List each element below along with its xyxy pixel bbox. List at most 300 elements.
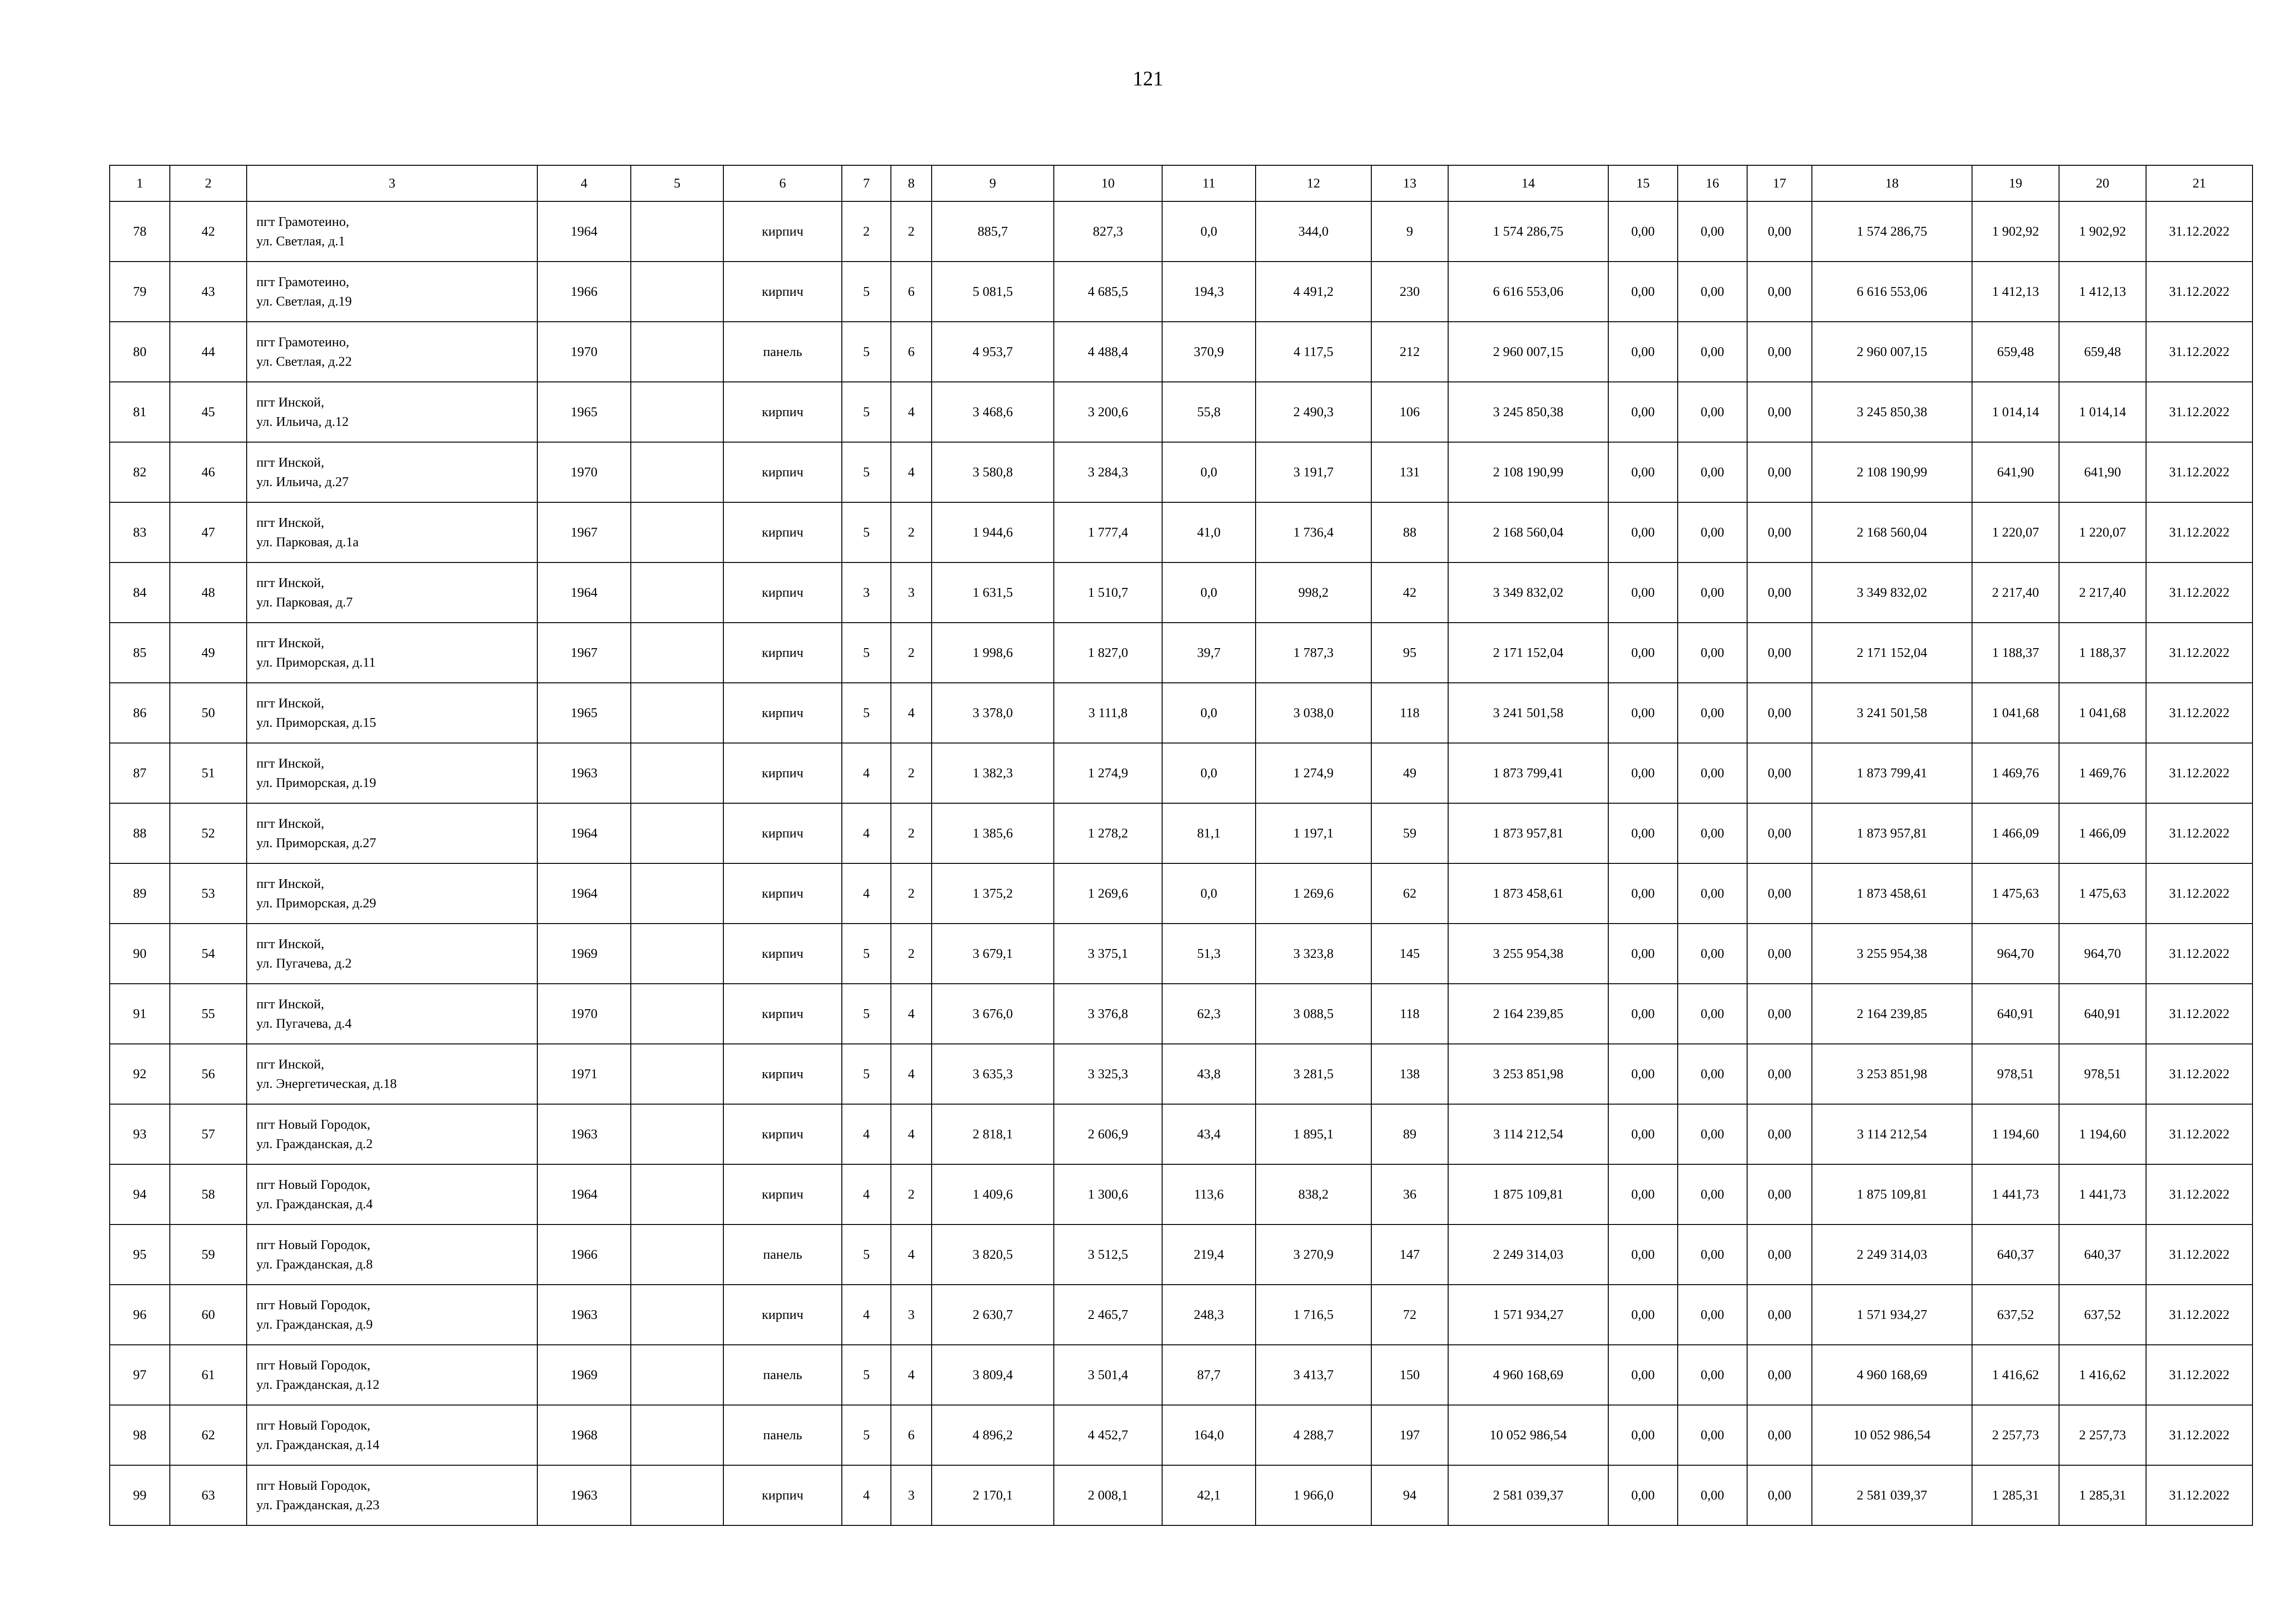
address-cell <box>247 1345 537 1405</box>
table-cell: 5 <box>842 623 891 683</box>
table-cell: 0,00 <box>1747 924 1812 984</box>
table-cell: 1 574 286,75 <box>1448 201 1608 262</box>
table-cell: 2 <box>891 201 932 262</box>
table-cell: 31.12.2022 <box>2146 803 2252 863</box>
table-cell: 61 <box>170 1345 247 1405</box>
table-cell: 0,00 <box>1608 262 1678 322</box>
table-cell: 6 <box>891 1405 932 1465</box>
table-cell: 1964 <box>537 562 631 623</box>
table-cell: 0,00 <box>1678 924 1747 984</box>
address-line: ул. Гражданская, д.14 <box>256 1437 380 1452</box>
address-line: пгт Грамотеино, <box>256 335 349 350</box>
table-cell: 1 827,0 <box>1054 623 1162 683</box>
table-cell: 1 269,6 <box>1256 863 1371 924</box>
table-cell: 78 <box>110 201 170 262</box>
table-cell: 0,00 <box>1747 382 1812 442</box>
column-header: 5 <box>631 165 723 201</box>
table-cell: 145 <box>1371 924 1448 984</box>
table-cell: 2 <box>891 502 932 562</box>
table-cell: 1 220,07 <box>2059 502 2146 562</box>
table-cell: 1 574 286,75 <box>1812 201 1972 262</box>
table-cell: 370,9 <box>1162 322 1256 382</box>
table-row <box>110 1044 2252 1104</box>
table-cell: 31.12.2022 <box>2146 442 2252 502</box>
table-cell: 0,00 <box>1747 1465 1812 1525</box>
table-cell: 0,00 <box>1678 1224 1747 1285</box>
column-header: 9 <box>932 165 1054 201</box>
table-cell: 3 349 832,02 <box>1812 562 1972 623</box>
table-cell: 1 441,73 <box>2059 1164 2146 1224</box>
table-cell: 964,70 <box>1972 924 2059 984</box>
table-cell: кирпич <box>723 743 842 803</box>
table-cell <box>631 623 723 683</box>
table-cell: 31.12.2022 <box>2146 1044 2252 1104</box>
column-header: 21 <box>2146 165 2252 201</box>
table-cell: 55 <box>170 984 247 1044</box>
table-cell: 1 469,76 <box>2059 743 2146 803</box>
table-cell: 0,00 <box>1608 1044 1678 1104</box>
table-cell: 1 873 957,81 <box>1448 803 1608 863</box>
column-header: 3 <box>247 165 537 201</box>
table-cell: 4 <box>891 382 932 442</box>
table-cell: 4 960 168,69 <box>1448 1345 1608 1405</box>
table-cell: 5 <box>842 1044 891 1104</box>
table-cell <box>631 201 723 262</box>
table-cell: 2 108 190,99 <box>1448 442 1608 502</box>
table-cell: 1 375,2 <box>932 863 1054 924</box>
table-cell: 0,00 <box>1608 623 1678 683</box>
table-cell: 3 468,6 <box>932 382 1054 442</box>
table-cell: 4 953,7 <box>932 322 1054 382</box>
table-cell: 1 902,92 <box>2059 201 2146 262</box>
table-cell: 2 164 239,85 <box>1448 984 1608 1044</box>
table-cell <box>631 924 723 984</box>
table-cell: 31.12.2022 <box>2146 382 2252 442</box>
table-row <box>110 683 2252 743</box>
table-cell: 0,00 <box>1678 322 1747 382</box>
table-cell: 3 413,7 <box>1256 1345 1371 1405</box>
address-cell <box>247 322 537 382</box>
table-cell: 0,00 <box>1747 502 1812 562</box>
table-cell: кирпич <box>723 924 842 984</box>
table-cell: 3 820,5 <box>932 1224 1054 1285</box>
table-cell: 3 255 954,38 <box>1812 924 1972 984</box>
table-cell: 0,00 <box>1608 984 1678 1044</box>
table-cell: 1 475,63 <box>1972 863 2059 924</box>
table-cell <box>631 562 723 623</box>
table-cell: 2 <box>891 1164 932 1224</box>
table-cell: 0,00 <box>1608 322 1678 382</box>
data-table-container <box>109 165 2253 1526</box>
table-row <box>110 803 2252 863</box>
table-row <box>110 262 2252 322</box>
table-cell: 5 <box>842 1224 891 1285</box>
address-line: ул. Гражданская, д.23 <box>256 1498 380 1512</box>
column-header: 12 <box>1256 165 1371 201</box>
column-header: 7 <box>842 165 891 201</box>
table-cell: кирпич <box>723 1104 842 1164</box>
table-cell: 93 <box>110 1104 170 1164</box>
table-cell: 230 <box>1371 262 1448 322</box>
table-cell: 0,00 <box>1608 1285 1678 1345</box>
table-cell: 1 278,2 <box>1054 803 1162 863</box>
table-cell: 0,0 <box>1162 863 1256 924</box>
table-cell: 0,00 <box>1747 322 1812 382</box>
address-line: ул. Гражданская, д.8 <box>256 1257 373 1272</box>
table-cell: 89 <box>1371 1104 1448 1164</box>
table-cell: 0,00 <box>1608 1104 1678 1164</box>
table-cell: 51 <box>170 743 247 803</box>
table-cell: 3 376,8 <box>1054 984 1162 1044</box>
table-cell: 212 <box>1371 322 1448 382</box>
table-cell: 2 257,73 <box>1972 1405 2059 1465</box>
table-cell: 2 164 239,85 <box>1812 984 1972 1044</box>
table-cell: 5 <box>842 1345 891 1405</box>
table-cell: 2 168 560,04 <box>1448 502 1608 562</box>
table-cell: 31.12.2022 <box>2146 623 2252 683</box>
address-line: ул. Энергетическая, д.18 <box>256 1076 397 1091</box>
table-cell: 344,0 <box>1256 201 1371 262</box>
table-cell: 3 114 212,54 <box>1448 1104 1608 1164</box>
column-header: 13 <box>1371 165 1448 201</box>
address-cell <box>247 863 537 924</box>
table-cell <box>631 1104 723 1164</box>
table-cell: 1 412,13 <box>2059 262 2146 322</box>
address-cell <box>247 262 537 322</box>
table-cell: 1 188,37 <box>2059 623 2146 683</box>
table-cell: 4 <box>842 1285 891 1345</box>
table-cell: 1 412,13 <box>1972 262 2059 322</box>
table-cell: 1 787,3 <box>1256 623 1371 683</box>
table-cell: 2 217,40 <box>1972 562 2059 623</box>
table-row <box>110 743 2252 803</box>
table-cell: 3 245 850,38 <box>1812 382 1972 442</box>
table-cell: 5 <box>842 984 891 1044</box>
table-cell: 4 <box>891 984 932 1044</box>
table-cell: 0,00 <box>1747 201 1812 262</box>
table-cell: 998,2 <box>1256 562 1371 623</box>
table-cell: 0,0 <box>1162 201 1256 262</box>
table-cell: 0,00 <box>1747 623 1812 683</box>
table-cell: 0,00 <box>1608 863 1678 924</box>
table-cell: 0,00 <box>1608 1405 1678 1465</box>
address-cell <box>247 201 537 262</box>
table-cell: 1 571 934,27 <box>1812 1285 1972 1345</box>
table-cell: 88 <box>110 803 170 863</box>
address-cell <box>247 562 537 623</box>
table-cell: 0,00 <box>1608 743 1678 803</box>
table-cell: 1 274,9 <box>1256 743 1371 803</box>
table-cell: 2 <box>891 623 932 683</box>
address-cell <box>247 442 537 502</box>
table-cell: 31.12.2022 <box>2146 1224 2252 1285</box>
table-cell: 138 <box>1371 1044 1448 1104</box>
table-cell: 3 <box>891 562 932 623</box>
table-row <box>110 562 2252 623</box>
table-cell: 2 <box>891 743 932 803</box>
address-cell <box>247 1224 537 1285</box>
table-cell: 3 679,1 <box>932 924 1054 984</box>
table-cell: 1 873 458,61 <box>1812 863 1972 924</box>
table-cell: 0,00 <box>1678 863 1747 924</box>
table-cell: 3 253 851,98 <box>1812 1044 1972 1104</box>
column-header: 14 <box>1448 165 1608 201</box>
table-cell: 1970 <box>537 984 631 1044</box>
table-cell: 2 818,1 <box>932 1104 1054 1164</box>
table-cell: 1964 <box>537 201 631 262</box>
table-row <box>110 1285 2252 1345</box>
table-cell: 0,00 <box>1678 201 1747 262</box>
address-line: пгт Инской, <box>256 937 324 951</box>
address-cell <box>247 803 537 863</box>
table-row <box>110 1465 2252 1525</box>
table-cell: 3 580,8 <box>932 442 1054 502</box>
table-cell: 1 194,60 <box>2059 1104 2146 1164</box>
address-line: ул. Гражданская, д.12 <box>256 1377 380 1392</box>
table-cell: 5 <box>842 442 891 502</box>
table-cell: 94 <box>110 1164 170 1224</box>
table-cell: 87,7 <box>1162 1345 1256 1405</box>
table-cell: 4 <box>891 1224 932 1285</box>
table-cell: 2 <box>842 201 891 262</box>
table-cell: 1 385,6 <box>932 803 1054 863</box>
table-cell: 3 501,4 <box>1054 1345 1162 1405</box>
table-cell: 43 <box>170 262 247 322</box>
table-header-row <box>110 165 2252 201</box>
table-cell: кирпич <box>723 1164 842 1224</box>
table-cell: 2 960 007,15 <box>1812 322 1972 382</box>
table-row <box>110 201 2252 262</box>
table-cell: 9 <box>1371 201 1448 262</box>
table-cell: 1963 <box>537 1285 631 1345</box>
table-cell: 5 081,5 <box>932 262 1054 322</box>
table-cell: 95 <box>1371 623 1448 683</box>
table-cell: 36 <box>1371 1164 1448 1224</box>
table-cell: 0,00 <box>1608 382 1678 442</box>
table-cell <box>631 1465 723 1525</box>
table-cell: 0,00 <box>1747 1285 1812 1345</box>
table-cell: 0,00 <box>1747 442 1812 502</box>
table-cell: 0,00 <box>1747 1224 1812 1285</box>
address-line: ул. Ильича, д.12 <box>256 414 349 429</box>
table-cell: 10 052 986,54 <box>1448 1405 1608 1465</box>
table-cell: 4 896,2 <box>932 1405 1054 1465</box>
table-row <box>110 1345 2252 1405</box>
table-cell: 3 088,5 <box>1256 984 1371 1044</box>
table-cell: кирпич <box>723 1044 842 1104</box>
table-cell: 3 <box>842 562 891 623</box>
table-cell: 1966 <box>537 262 631 322</box>
table-cell: 2 606,9 <box>1054 1104 1162 1164</box>
table-cell: 4 <box>842 863 891 924</box>
table-cell: 4 <box>842 743 891 803</box>
table-cell: 1 873 799,41 <box>1812 743 1972 803</box>
table-cell: 1 416,62 <box>2059 1345 2146 1405</box>
table-cell: 3 323,8 <box>1256 924 1371 984</box>
table-cell: 118 <box>1371 683 1448 743</box>
table-cell: 1 736,4 <box>1256 502 1371 562</box>
address-line: ул. Гражданская, д.4 <box>256 1197 373 1212</box>
table-cell: 0,00 <box>1678 382 1747 442</box>
table-cell: 197 <box>1371 1405 1448 1465</box>
table-cell: 4 288,7 <box>1256 1405 1371 1465</box>
table-row <box>110 382 2252 442</box>
table-cell <box>631 803 723 863</box>
table-cell: 1967 <box>537 502 631 562</box>
table-cell: 3 635,3 <box>932 1044 1054 1104</box>
table-cell: 62 <box>170 1405 247 1465</box>
table-cell: 3 241 501,58 <box>1448 683 1608 743</box>
table-cell: 56 <box>170 1044 247 1104</box>
table-cell: 6 <box>891 322 932 382</box>
table-cell: 1964 <box>537 1164 631 1224</box>
table-cell: 0,00 <box>1608 1224 1678 1285</box>
table-cell: 3 114 212,54 <box>1812 1104 1972 1164</box>
table-row <box>110 1224 2252 1285</box>
column-header: 16 <box>1678 165 1747 201</box>
column-header: 1 <box>110 165 170 201</box>
table-cell <box>631 382 723 442</box>
table-cell: 91 <box>110 984 170 1044</box>
address-line: пгт Инской, <box>256 636 324 650</box>
table-cell: панель <box>723 1345 842 1405</box>
address-cell <box>247 1285 537 1345</box>
table-cell: 4 <box>891 683 932 743</box>
table-cell <box>631 1405 723 1465</box>
table-cell: 80 <box>110 322 170 382</box>
table-cell: 31.12.2022 <box>2146 322 2252 382</box>
table-cell: 0,00 <box>1608 1465 1678 1525</box>
table-row <box>110 1104 2252 1164</box>
column-header: 15 <box>1608 165 1678 201</box>
table-cell: 0,00 <box>1747 562 1812 623</box>
column-header: 18 <box>1812 165 1972 201</box>
address-line: ул. Пугачева, д.4 <box>256 1016 352 1031</box>
column-header: 4 <box>537 165 631 201</box>
table-cell: 1 875 109,81 <box>1448 1164 1608 1224</box>
table-cell: 1 902,92 <box>1972 201 2059 262</box>
table-row <box>110 623 2252 683</box>
table-cell: 41,0 <box>1162 502 1256 562</box>
table-cell: 55,8 <box>1162 382 1256 442</box>
table-cell: 3 038,0 <box>1256 683 1371 743</box>
table-cell: 2 <box>891 863 932 924</box>
table-cell: 1 475,63 <box>2059 863 2146 924</box>
table-cell: 113,6 <box>1162 1164 1256 1224</box>
table-cell: 1 194,60 <box>1972 1104 2059 1164</box>
table-cell: 87 <box>110 743 170 803</box>
table-cell: 59 <box>1371 803 1448 863</box>
table-cell: 31.12.2022 <box>2146 201 2252 262</box>
table-cell: 0,00 <box>1678 1044 1747 1104</box>
table-cell: 248,3 <box>1162 1285 1256 1345</box>
table-cell: 86 <box>110 683 170 743</box>
table-cell: 1 944,6 <box>932 502 1054 562</box>
table-cell: 31.12.2022 <box>2146 924 2252 984</box>
table-cell: 1 274,9 <box>1054 743 1162 803</box>
table-cell: 1 220,07 <box>1972 502 2059 562</box>
table-row <box>110 442 2252 502</box>
table-cell: 0,00 <box>1678 743 1747 803</box>
table-cell: 99 <box>110 1465 170 1525</box>
table-row <box>110 502 2252 562</box>
table-cell: 96 <box>110 1285 170 1345</box>
table-cell <box>631 984 723 1044</box>
table-cell: 31.12.2022 <box>2146 984 2252 1044</box>
table-cell <box>631 442 723 502</box>
table-cell: 659,48 <box>2059 322 2146 382</box>
table-cell: 0,00 <box>1608 562 1678 623</box>
table-cell: 1968 <box>537 1405 631 1465</box>
table-cell: 0,00 <box>1747 1405 1812 1465</box>
table-cell: 88 <box>1371 502 1448 562</box>
table-cell: 81 <box>110 382 170 442</box>
table-cell: 0,00 <box>1608 442 1678 502</box>
table-cell: 147 <box>1371 1224 1448 1285</box>
table-cell: 164,0 <box>1162 1405 1256 1465</box>
table-cell: 0,0 <box>1162 743 1256 803</box>
table-cell <box>631 1345 723 1405</box>
table-cell: 659,48 <box>1972 322 2059 382</box>
table-cell: 5 <box>842 382 891 442</box>
address-line: пгт Новый Городок, <box>256 1177 371 1192</box>
table-cell: 98 <box>110 1405 170 1465</box>
table-cell: 3 191,7 <box>1256 442 1371 502</box>
table-cell: 1969 <box>537 924 631 984</box>
table-cell: 5 <box>842 502 891 562</box>
table-cell: 4 <box>891 1104 932 1164</box>
table-cell: 0,00 <box>1678 442 1747 502</box>
table-cell: 640,37 <box>1972 1224 2059 1285</box>
table-cell: 1 510,7 <box>1054 562 1162 623</box>
table-cell: 0,00 <box>1678 803 1747 863</box>
table-cell: 1 197,1 <box>1256 803 1371 863</box>
table-cell: 194,3 <box>1162 262 1256 322</box>
table-cell: 1964 <box>537 803 631 863</box>
table-cell: 31.12.2022 <box>2146 683 2252 743</box>
table-cell: 1 285,31 <box>2059 1465 2146 1525</box>
column-header: 17 <box>1747 165 1812 201</box>
column-header: 20 <box>2059 165 2146 201</box>
table-cell: 89 <box>110 863 170 924</box>
table-cell: 72 <box>1371 1285 1448 1345</box>
table-row <box>110 863 2252 924</box>
table-cell: 1963 <box>537 743 631 803</box>
table-cell: кирпич <box>723 262 842 322</box>
table-cell: 2 170,1 <box>932 1465 1054 1525</box>
table-cell: 3 375,1 <box>1054 924 1162 984</box>
data-table <box>109 165 2253 1526</box>
table-cell: 1 441,73 <box>1972 1164 2059 1224</box>
table-cell: 0,00 <box>1678 562 1747 623</box>
column-header: 2 <box>170 165 247 201</box>
table-cell: 1 716,5 <box>1256 1285 1371 1345</box>
table-cell: 2 108 190,99 <box>1812 442 1972 502</box>
table-cell: 54 <box>170 924 247 984</box>
table-cell: 39,7 <box>1162 623 1256 683</box>
table-cell: 0,00 <box>1678 262 1747 322</box>
address-cell <box>247 1104 537 1164</box>
table-cell: 82 <box>110 442 170 502</box>
table-cell: 2 <box>891 803 932 863</box>
table-cell: 1 875 109,81 <box>1812 1164 1972 1224</box>
table-row <box>110 924 2252 984</box>
table-cell: 0,0 <box>1162 562 1256 623</box>
table-cell: 0,00 <box>1747 1164 1812 1224</box>
table-cell: 5 <box>842 1405 891 1465</box>
table-cell: 2 <box>891 924 932 984</box>
table-cell: 31.12.2022 <box>2146 262 2252 322</box>
